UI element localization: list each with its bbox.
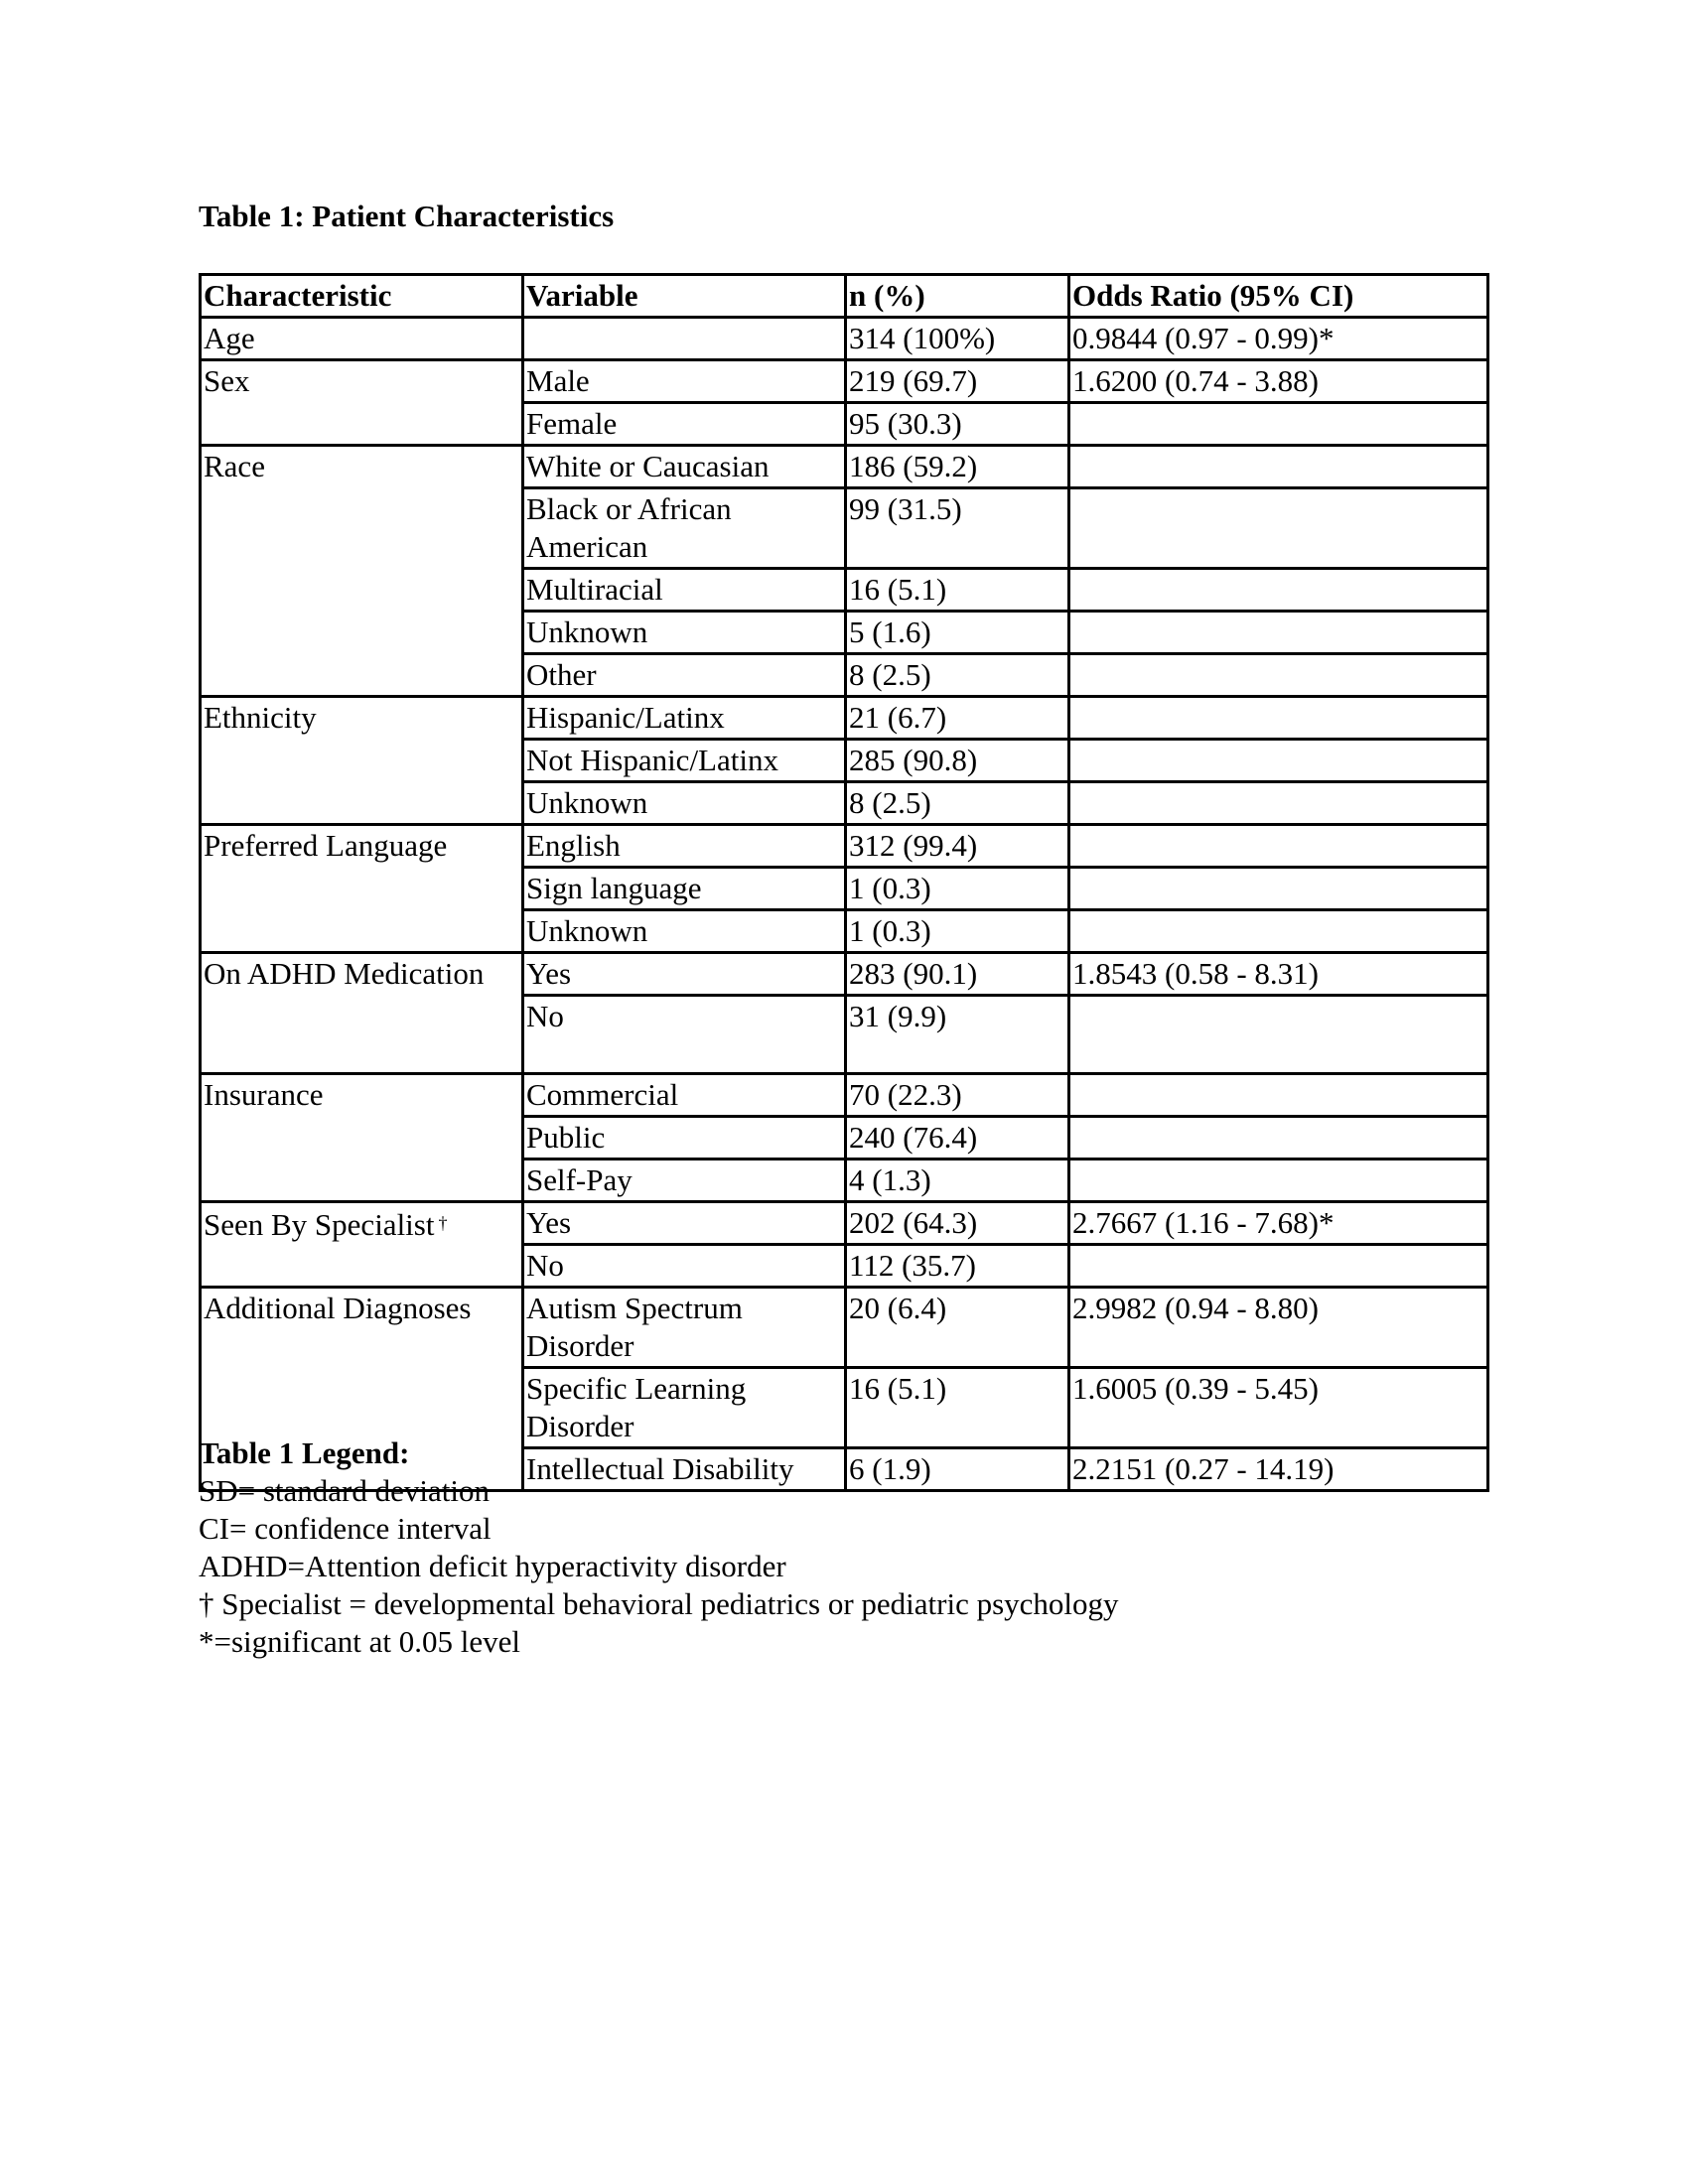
header-variable: Variable — [523, 275, 846, 318]
table-row — [201, 1074, 1488, 1117]
table-row — [201, 446, 1488, 488]
n-percent-cell: 31 (9.9) — [846, 996, 1069, 1074]
variable-cell: Not Hispanic/Latinx — [523, 740, 846, 782]
odds-ratio-cell: 0.9844 (0.97 - 0.99)* — [1069, 318, 1488, 360]
variable-cell: Other — [523, 654, 846, 697]
odds-ratio-cell — [1069, 825, 1488, 868]
header-odds-ratio: Odds Ratio (95% CI) — [1069, 275, 1488, 318]
odds-ratio-cell: 1.8543 (0.58 - 8.31) — [1069, 953, 1488, 996]
n-percent-cell: 5 (1.6) — [846, 612, 1069, 654]
odds-ratio-cell — [1069, 446, 1488, 488]
characteristic-cell — [201, 825, 523, 953]
legend-item: ADHD=Attention deficit hyperactivity disorder — [199, 1549, 786, 1583]
legend-item: SD= standard deviation — [199, 1473, 490, 1508]
table-header — [201, 275, 1488, 318]
variable-cell: Specific Learning Disorder — [523, 1368, 846, 1448]
odds-ratio-cell — [1069, 612, 1488, 654]
n-percent-cell: 20 (6.4) — [846, 1288, 1069, 1368]
odds-ratio-cell — [1069, 1074, 1488, 1117]
n-percent-cell: 285 (90.8) — [846, 740, 1069, 782]
header-n-percent: n (%) — [846, 275, 1069, 318]
variable-cell: No — [523, 1245, 846, 1288]
characteristic-label: Seen By Specialist — [204, 1207, 435, 1242]
characteristic-label: Additional Diagnoses — [204, 1291, 472, 1325]
variable-cell: Yes — [523, 953, 846, 996]
n-percent-cell: 99 (31.5) — [846, 488, 1069, 569]
n-percent-cell: 6 (1.9) — [846, 1448, 1069, 1491]
n-percent-cell: 240 (76.4) — [846, 1117, 1069, 1160]
n-percent-cell: 8 (2.5) — [846, 654, 1069, 697]
n-percent-cell: 16 (5.1) — [846, 569, 1069, 612]
n-percent-cell: 70 (22.3) — [846, 1074, 1069, 1117]
variable-cell: No — [523, 996, 846, 1074]
n-percent-cell: 1 (0.3) — [846, 868, 1069, 910]
odds-ratio-cell — [1069, 697, 1488, 740]
legend-item: † Specialist = developmental behavioral pediatrics or pediatric psychology — [199, 1586, 1119, 1621]
odds-ratio-cell — [1069, 910, 1488, 953]
variable-cell: Male — [523, 360, 846, 403]
n-percent-cell: 16 (5.1) — [846, 1368, 1069, 1448]
characteristic-label: Ethnicity — [204, 700, 317, 735]
characteristic-cell — [201, 360, 523, 446]
variable-cell: Yes — [523, 1202, 846, 1245]
variable-cell: Intellectual Disability — [523, 1448, 846, 1491]
variable-cell: English — [523, 825, 846, 868]
legend-item: CI= confidence interval — [199, 1511, 492, 1546]
odds-ratio-cell — [1069, 1117, 1488, 1160]
table-row — [201, 360, 1488, 403]
n-percent-cell: 21 (6.7) — [846, 697, 1069, 740]
n-percent-cell: 312 (99.4) — [846, 825, 1069, 868]
patient-characteristics-table — [199, 273, 1489, 1492]
characteristic-label: Race — [204, 449, 265, 483]
odds-ratio-cell: 1.6200 (0.74 - 3.88) — [1069, 360, 1488, 403]
variable-cell: Self-Pay — [523, 1160, 846, 1202]
dagger-mark: † — [438, 1213, 448, 1233]
odds-ratio-cell — [1069, 1245, 1488, 1288]
characteristic-cell — [201, 1202, 523, 1288]
n-percent-cell: 283 (90.1) — [846, 953, 1069, 996]
table-row — [201, 1288, 1488, 1368]
variable-cell: Black or African American — [523, 488, 846, 569]
odds-ratio-cell — [1069, 403, 1488, 446]
variable-cell: Autism Spectrum Disorder — [523, 1288, 846, 1368]
odds-ratio-cell — [1069, 488, 1488, 569]
n-percent-cell: 1 (0.3) — [846, 910, 1069, 953]
characteristic-label: Preferred Language — [204, 828, 448, 863]
table-title: Table 1: Patient Characteristics — [199, 199, 615, 233]
characteristic-cell — [201, 697, 523, 825]
variable-cell: Public — [523, 1117, 846, 1160]
variable-cell: Unknown — [523, 612, 846, 654]
n-percent-cell: 314 (100%) — [846, 318, 1069, 360]
characteristic-cell — [201, 1074, 523, 1202]
odds-ratio-cell — [1069, 740, 1488, 782]
odds-ratio-cell — [1069, 1160, 1488, 1202]
variable-cell: Multiracial — [523, 569, 846, 612]
legend-title: Table 1 Legend: — [199, 1435, 410, 1470]
n-percent-cell: 112 (35.7) — [846, 1245, 1069, 1288]
characteristic-label: Age — [204, 321, 255, 355]
characteristic-cell — [201, 953, 523, 1074]
variable-cell: Unknown — [523, 782, 846, 825]
table-body — [201, 318, 1488, 1491]
variable-cell — [523, 318, 846, 360]
characteristic-cell — [201, 446, 523, 697]
odds-ratio-cell: 2.2151 (0.27 - 14.19) — [1069, 1448, 1488, 1491]
characteristic-label: Sex — [204, 363, 250, 398]
table-row — [201, 697, 1488, 740]
table-row — [201, 1202, 1488, 1245]
table-row — [201, 953, 1488, 996]
n-percent-cell: 95 (30.3) — [846, 403, 1069, 446]
characteristic-label: On ADHD Medication — [204, 956, 485, 991]
legend-item: *=significant at 0.05 level — [199, 1624, 520, 1659]
variable-cell: Commercial — [523, 1074, 846, 1117]
odds-ratio-cell: 2.7667 (1.16 - 7.68)* — [1069, 1202, 1488, 1245]
variable-cell: White or Caucasian — [523, 446, 846, 488]
table-legend — [199, 1434, 1119, 1661]
odds-ratio-cell — [1069, 569, 1488, 612]
n-percent-cell: 8 (2.5) — [846, 782, 1069, 825]
table-row — [201, 318, 1488, 360]
odds-ratio-cell — [1069, 868, 1488, 910]
characteristic-label: Insurance — [204, 1077, 324, 1112]
n-percent-cell: 219 (69.7) — [846, 360, 1069, 403]
n-percent-cell: 186 (59.2) — [846, 446, 1069, 488]
table-row — [201, 825, 1488, 868]
odds-ratio-cell — [1069, 782, 1488, 825]
odds-ratio-cell — [1069, 654, 1488, 697]
variable-cell: Female — [523, 403, 846, 446]
odds-ratio-cell — [1069, 996, 1488, 1074]
odds-ratio-cell: 2.9982 (0.94 - 8.80) — [1069, 1288, 1488, 1368]
characteristic-cell — [201, 318, 523, 360]
variable-cell: Unknown — [523, 910, 846, 953]
variable-cell: Hispanic/Latinx — [523, 697, 846, 740]
header-row — [201, 275, 1488, 318]
n-percent-cell: 202 (64.3) — [846, 1202, 1069, 1245]
odds-ratio-cell: 1.6005 (0.39 - 5.45) — [1069, 1368, 1488, 1448]
n-percent-cell: 4 (1.3) — [846, 1160, 1069, 1202]
header-characteristic: Characteristic — [201, 275, 523, 318]
variable-cell: Sign language — [523, 868, 846, 910]
